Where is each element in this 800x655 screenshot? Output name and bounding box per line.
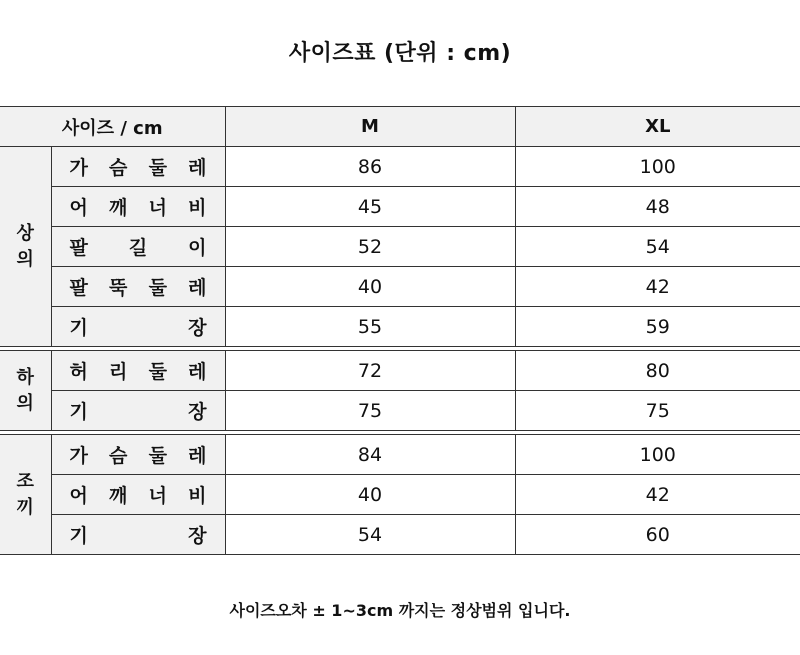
label-char: 둘 [148, 277, 167, 299]
label-char: 기 [69, 317, 88, 339]
table-row [0, 227, 800, 267]
label-char: 너 [148, 485, 167, 507]
label-char: 장 [188, 317, 207, 339]
table-row [0, 351, 800, 391]
label-char: 길 [128, 237, 148, 259]
group-label: 조 끼 [0, 435, 51, 555]
header-xl: XL [515, 107, 800, 147]
label-char: 가 [69, 445, 88, 467]
label-char: 기 [69, 401, 88, 423]
header-row [0, 107, 800, 147]
measurement-label-text [70, 193, 207, 220]
label-char: 어 [69, 485, 88, 507]
measurement-label-text [70, 313, 207, 340]
label-char: 장 [188, 525, 207, 547]
table-row [0, 435, 800, 475]
value-xl: 48 [515, 187, 800, 227]
value-m: 40 [225, 267, 515, 307]
value-m: 52 [225, 227, 515, 267]
label-char: 깨 [109, 485, 128, 507]
label-char: 둘 [148, 445, 167, 467]
measurement-label-text [70, 481, 207, 508]
table-row [0, 307, 800, 347]
value-xl: 60 [515, 515, 800, 555]
label-char: 너 [148, 197, 167, 219]
size-table [0, 106, 800, 555]
label-char: 허 [69, 361, 88, 383]
label-char: 슴 [109, 445, 128, 467]
measurement-label-text [70, 397, 207, 424]
label-char: 비 [188, 485, 207, 507]
value-xl: 59 [515, 307, 800, 347]
measurement-label-text [70, 233, 207, 260]
measurement-label [51, 147, 225, 187]
label-char: 어 [69, 197, 88, 219]
label-char: 레 [188, 157, 207, 179]
measurement-label [51, 351, 225, 391]
value-m: 75 [225, 391, 515, 431]
label-char: 슴 [109, 157, 128, 179]
table-row [0, 391, 800, 431]
label-char: 리 [109, 361, 128, 383]
measurement-label-text [70, 521, 207, 548]
value-xl: 100 [515, 435, 800, 475]
table-body [0, 147, 800, 555]
measurement-label-text [70, 441, 207, 468]
value-xl: 75 [515, 391, 800, 431]
value-m: 86 [225, 147, 515, 187]
value-m: 45 [225, 187, 515, 227]
value-xl: 42 [515, 267, 800, 307]
label-char: 레 [188, 445, 207, 467]
measurement-label [51, 515, 225, 555]
measurement-label [51, 435, 225, 475]
value-m: 40 [225, 475, 515, 515]
page-title: 사이즈표 (단위 : cm) [288, 41, 512, 66]
measurement-label-text [70, 273, 207, 300]
table-row [0, 515, 800, 555]
header-size-unit: 사이즈 / cm [0, 107, 225, 147]
value-xl: 54 [515, 227, 800, 267]
value-xl: 80 [515, 351, 800, 391]
label-char: 기 [69, 525, 88, 547]
measurement-label-text [70, 153, 207, 180]
value-m: 84 [225, 435, 515, 475]
table-row [0, 267, 800, 307]
measurement-label [51, 475, 225, 515]
tolerance-note: 사이즈오차 ± 1~3cm 까지는 정상범위 입니다. [229, 601, 571, 620]
table-row [0, 187, 800, 227]
group-label: 하 의 [0, 351, 51, 431]
label-char: 둘 [148, 361, 167, 383]
value-m: 72 [225, 351, 515, 391]
label-char: 장 [188, 401, 207, 423]
measurement-label [51, 227, 225, 267]
label-char: 가 [69, 157, 88, 179]
label-char: 비 [188, 197, 207, 219]
measurement-label [51, 187, 225, 227]
table-row [0, 147, 800, 187]
header-m: M [225, 107, 515, 147]
group-label: 상 의 [0, 147, 51, 347]
label-char: 뚝 [109, 277, 128, 299]
value-xl: 100 [515, 147, 800, 187]
label-char: 이 [188, 237, 207, 259]
label-char: 깨 [109, 197, 128, 219]
measurement-label [51, 267, 225, 307]
label-char: 팔 [69, 277, 88, 299]
value-m: 54 [225, 515, 515, 555]
value-xl: 42 [515, 475, 800, 515]
measurement-label [51, 307, 225, 347]
table-row [0, 475, 800, 515]
value-m: 55 [225, 307, 515, 347]
measurement-label-text [70, 357, 207, 384]
label-char: 팔 [69, 237, 88, 259]
measurement-label [51, 391, 225, 431]
label-char: 레 [188, 277, 207, 299]
label-char: 레 [188, 361, 207, 383]
label-char: 둘 [148, 157, 167, 179]
